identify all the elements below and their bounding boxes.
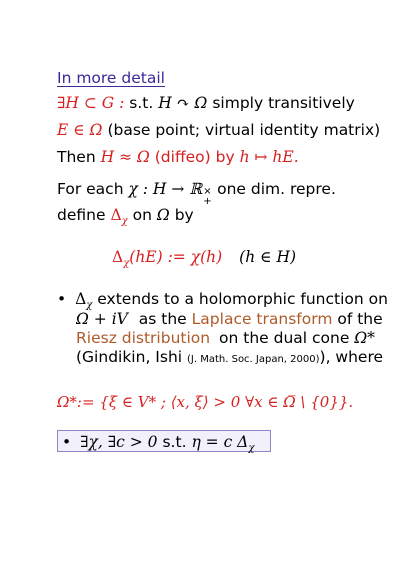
define-text: define [57,206,106,224]
on-text: on [132,206,152,224]
boxed-statement [57,430,271,455]
where-text: ), where [319,348,384,366]
eta-eq-expr: η = c $\Delta_\chi$ [191,433,255,455]
dual-cone-definition: Ω*:= {ξ ∈ V* ; ⟨x, ξ⟩ > 0 ∀x ∈ Ω̅ \ {0}}. [57,393,354,411]
bullet-symbol: • [57,290,67,308]
exists-chi-c-expr: ∃χ, ∃c > 0 [80,433,158,451]
omega-symbol: Ω [156,206,170,224]
boxed-st-label: s.t. [162,433,187,451]
journal-reference: (J. Math. Soc. Japan, 2000) [187,354,320,365]
then-text: Then [57,148,96,166]
line-base-point [57,120,380,140]
line-diffeo [57,147,299,167]
action-expr: H ↷ Ω [158,94,208,112]
r-sup: × [203,186,212,197]
gindikin-ishi-text: (Gindikin, Ishi [76,348,183,366]
by-text: by [174,206,194,224]
delta-chi-symbol: $\Delta_\chi$ [110,206,128,228]
delta-formula-lhs: $\Delta_\chi(hE)$ := χ(h) [112,248,223,270]
delta-chi-symbol-2: $\Delta_\chi$ [75,290,93,312]
line-exists-subgroup [57,93,355,113]
diffeo-text: (diffeo) by [154,148,235,166]
riesz-distribution-text: Riesz distribution [76,329,211,347]
delta-formula-condition: (h ∈ H) [239,248,297,266]
of-the-text: of the [337,310,383,328]
one-dim-repre-text: one dim. repre. [217,180,336,198]
line-for-each-chi [57,179,336,207]
for-each-text: For each [57,180,124,198]
r-sub: + [203,196,212,207]
section-heading: In more detail [57,69,165,87]
bullet-line-2 [76,309,383,329]
simply-transitively-text: simply transitively [212,94,355,112]
line-define-delta [57,205,194,232]
map-expr: h ↦ hE. [239,148,299,166]
chi-map-expr: χ : H → ℝ [128,180,203,198]
e-in-omega-expr: E ∈ Ω [57,121,103,139]
bullet-line-4 [76,347,383,370]
as-the-text: as the [138,310,187,328]
omega-plus-iv-expr: Ω + iV [76,310,128,328]
base-point-text: (base point; virtual identity matrix) [107,121,381,139]
st-label: s.t. [129,94,154,112]
laplace-transform-text: Laplace transform [191,310,333,328]
delta-formula [112,247,296,274]
extends-text: extends to a holomorphic function on [97,290,388,308]
bullet-line-3 [76,328,375,348]
boxed-bullet: • [62,433,72,451]
dual-cone-text: on the dual cone [219,329,350,347]
h-approx-omega-expr: H ≈ Ω [100,148,150,166]
omega-star-symbol: Ω* [354,329,375,347]
exists-h-expr: ∃H ⊂ G : [57,94,125,112]
